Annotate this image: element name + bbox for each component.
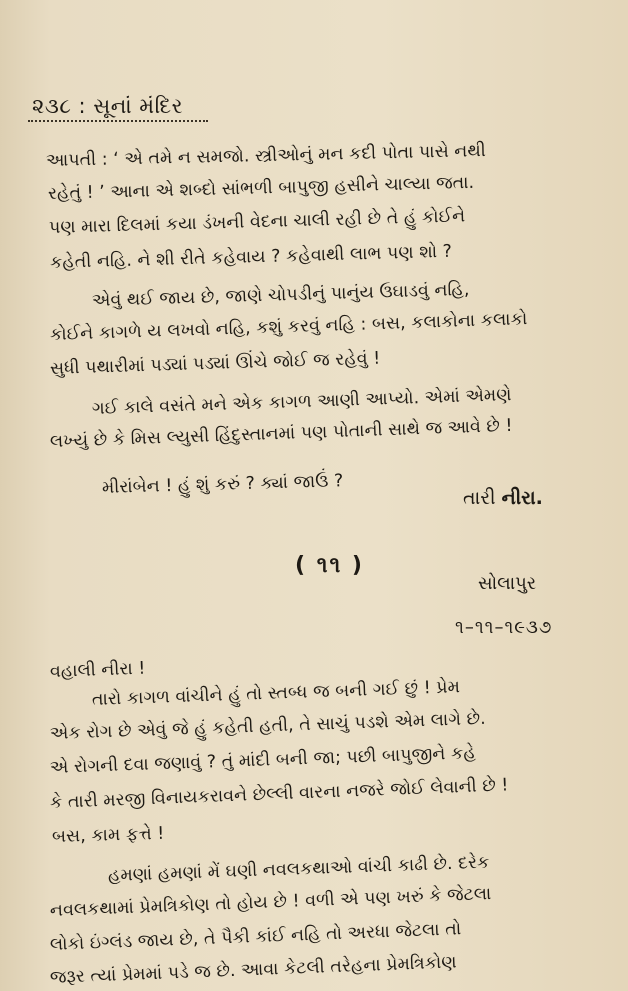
letter2-line-3: એ રોગની દવા જણાવું ? તું માંદી બની જા; પછી બાપુજીને કહે <box>49 743 477 778</box>
letter1-line-6: કોઈને કાગળે ય લખવો નહિ, કશું કરવું નહિ : બસ, કલાકોના કલાકો <box>49 309 528 345</box>
letter1-line-5: એવું થઈ જાય છે, જાણે ચોપડીનું પાનુંય ઉઘાડવું નહિ, <box>91 279 470 311</box>
page-header: ૨૩૮ : સૂનાં મંદિર <box>32 94 183 118</box>
signature-name: નીરા. <box>501 487 543 509</box>
letter2-line-4: કે તારી મરજી વિનાયકરાવને છેલ્લી વારના નજરે જોઈ લેવાની છે ! <box>49 775 509 813</box>
letter2-line-7: નવલકથામાં પ્રેમત્રિકોણ તો હોય છે ! વળી એ પણ ખરું કે જેટલા <box>49 884 492 921</box>
letter1-line-2: રહેતું ! ’ આના એ શબ્દો સાંભળી બાપુજી હસીને ચાલ્યા જતા. <box>47 172 475 204</box>
letter2-place: સોલાપુર <box>478 573 537 594</box>
letter2-line-2: એક રોગ છે એવું જે હું કહેતી હતી, તે સાચું પડશે એમ લાગે છે. <box>49 708 487 744</box>
letter1-line-7: સુધી પથારીમાં પડ્યાં પડ્યાં ઊંચે જોઈ જ રહેવું ! <box>49 348 381 379</box>
letter2-line-5: બસ, કામ ફત્તે ! <box>51 823 165 847</box>
letter2-line-8: લોકો ઇંગ્લંડ જાય છે, તે પૈકી કાંઈ નહિ તો અરધા જેટલા તો <box>49 919 462 955</box>
letter2-salutation: વહાલી નીરા ! <box>49 658 146 682</box>
letter2-line-1: તારો કાગળ વાંચીને હું તો સ્તબ્ધ જ બની ગઈ છું ! પ્રેમ <box>91 677 461 710</box>
letter1-line-3: પણ મારા દિલમાં કયા ડંખની વેદના ચાલી રહી છે તે હું કોઈને <box>48 206 466 238</box>
letter1-line-9: લખ્યું છે કે મિસ લ્યુસી હિંદુસ્તાનમાં પણ પોતાની સાથે જ આવે છે ! <box>49 415 513 452</box>
letter1-line-10: મીરાંબેન ! હું શું કરું ? ક્યાં જાઉં ? <box>101 471 344 498</box>
letter2-number: ( ૧૧ ) <box>295 553 364 578</box>
letter1-line-1: આપતી : ‘ એ તમે ન સમજો. સ્ત્રીઓનું મન કદી પોતા પાસે નથી <box>45 141 487 171</box>
letter2-line-6: હમણાં હમણાં મેં ઘણી નવલકથાઓ વાંચી કાઢી છે. દરેક <box>107 852 490 886</box>
letter2-date: ૧–૧૧–૧૯૩૭ <box>455 617 553 638</box>
letter1-line-4: કહેતી નહિ. ને શી રીતે કહેવાય ? કહેવાથી લાભ પણ શો ? <box>49 241 453 273</box>
header-dotted-rule <box>28 120 208 122</box>
letter2-line-9: જરૂર ત્યાં પ્રેમમાં પડે જ છે. આવા કેટલી તરેહના પ્રેમત્રિકોણ <box>49 952 458 988</box>
letter1-line-8: ગઈ કાલે વસંતે મને એક કાગળ આણી આપ્યો. એમાં એમણે <box>91 385 512 419</box>
signature-prefix: તારી <box>463 487 496 509</box>
letter1-signature <box>463 487 543 509</box>
